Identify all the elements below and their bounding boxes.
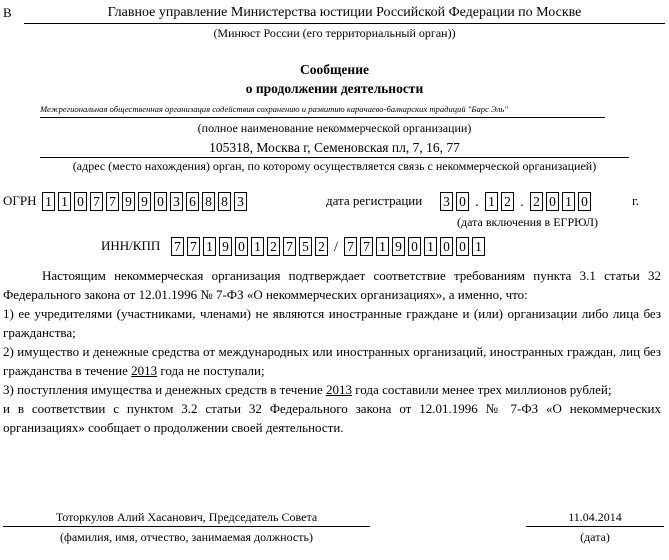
ogrn-digit-cell: 9: [122, 192, 135, 211]
inn-digit-cell: 2: [267, 237, 280, 256]
item-3-text-end: года составили менее трех миллионов рублей;: [352, 382, 612, 397]
ogrn-digit-cell: 0: [74, 192, 87, 211]
reg-month-cell: 1: [485, 192, 498, 211]
reg-date-caption: (дата включения в ЕГРЮЛ): [457, 215, 599, 229]
ogrn-digit-cell: 8: [218, 192, 231, 211]
item-2-year: 2013: [131, 363, 158, 378]
reg-day-cell: 3: [440, 192, 453, 211]
kpp-digit-cell: 0: [408, 237, 421, 256]
kpp-digit-cell: 1: [376, 237, 389, 256]
signature-date: 11.04.2014: [568, 510, 622, 524]
item-3-year: 2013: [326, 382, 353, 397]
authority-name: Главное управление Министерства юстиции Российской Федерации по Москве: [107, 5, 582, 20]
inn-digit-cell: 7: [171, 237, 184, 256]
ogrn-digit-cell: 7: [106, 192, 119, 211]
kpp-digit-cell: 0: [440, 237, 453, 256]
item-2-text-end: года не поступали;: [157, 363, 265, 378]
inn-digit-cell: 7: [187, 237, 200, 256]
inn-digit-cell: 9: [219, 237, 232, 256]
address-underline: [40, 157, 629, 158]
authority-underline: [24, 23, 665, 24]
reg-year-cell: 0: [578, 192, 591, 211]
inn-digit-cell: 5: [299, 237, 312, 256]
ogrn-digit-cell: 3: [170, 192, 183, 211]
address-caption: (адрес (место нахождения) орган, по которому осуществляется связь с некоммерческой организацией): [72, 159, 597, 173]
document-title: Сообщение: [300, 62, 369, 77]
kpp-digit-cell: 7: [344, 237, 357, 256]
signer-caption: (фамилия, имя, отчество, занимаемая должность): [60, 530, 313, 544]
ogrn-digit-cell: 1: [58, 192, 71, 211]
statement-body: [3, 266, 661, 437]
ogrn-digit-cell: 1: [42, 192, 55, 211]
date-separator: .: [520, 195, 524, 210]
ogrn-digit-cell: 7: [90, 192, 103, 211]
inn-kpp-separator: /: [334, 240, 338, 255]
ogrn-label: ОГРН: [3, 193, 37, 208]
inn-digit-cell: 7: [283, 237, 296, 256]
reg-year-cell: 1: [562, 192, 575, 211]
reg-date-cells: [440, 192, 594, 211]
kpp-digit-cell: 1: [424, 237, 437, 256]
reg-year-cell: 2: [530, 192, 543, 211]
inn-digit-cell: 0: [235, 237, 248, 256]
org-full-name: Межрегиональная общественная организация содействия сохранению и развитию карачаево-балкарских традиций "Барс Эль": [40, 104, 508, 114]
ogrn-digit-cell: 3: [234, 192, 247, 211]
org-name-underline: [40, 117, 605, 118]
year-suffix: г.: [632, 193, 640, 208]
org-address: 105318, Москва г, Семеновская пл, 7, 16, 77: [209, 140, 460, 155]
statement-item-1: 1) ее учредителями (участниками, членами) не являются иностранные граждане и (или) организации либо лица без гражданства;: [3, 306, 661, 340]
org-name-caption: (полное наименование некоммерческой организации): [197, 121, 472, 135]
reg-date-label: дата регистрации: [326, 193, 423, 208]
reg-day-cell: 0: [456, 192, 469, 211]
statement-item-4: и в соответствии с пунктом 3.2 статьи 32 Федерального закона от 12.01.1996 № 7-ФЗ «О некоммерческих организациях» сообщает о продолжении своей деятельности.: [3, 401, 661, 435]
statement-item-3: [3, 380, 661, 399]
date-separator: .: [475, 195, 479, 210]
ogrn-digit-cell: 6: [186, 192, 199, 211]
reg-year-cell: 0: [546, 192, 559, 211]
authority-caption: (Минюст России (его территориальный орган)): [213, 26, 456, 40]
date-underline: [526, 526, 664, 527]
ogrn-cells: [42, 192, 250, 211]
statement-intro: Настоящим некоммерческая организация подтверждает соответствие требованиям пункта 3.1 статьи 32 Федерального закона от 12.01.1996 № 7-ФЗ «О некоммерческих организациях», а именно, что:: [3, 268, 661, 302]
ogrn-digit-cell: 8: [202, 192, 215, 211]
prefix-letter: В: [3, 5, 12, 20]
date-caption: (дата): [580, 530, 610, 544]
item-3-text: 3) поступления имущества и денежных средств в течение: [3, 382, 327, 397]
signer-name: Тоторкулов Алий Хасанович, Председатель Совета: [55, 510, 318, 524]
statement-item-2: [3, 342, 661, 380]
inn-digit-cell: 1: [251, 237, 264, 256]
signer-underline: [3, 526, 370, 527]
kpp-digit-cell: 1: [472, 237, 485, 256]
item-2-text: 2) имущество и денежные средства от международных или иностранных организаций, иностранных граждан, лиц без гражданства в течение: [3, 344, 661, 378]
ogrn-digit-cell: 9: [138, 192, 151, 211]
document-subtitle: о продолжении деятельности: [245, 81, 424, 96]
kpp-digit-cell: 9: [392, 237, 405, 256]
inn-digit-cell: 2: [315, 237, 328, 256]
kpp-digit-cell: 7: [360, 237, 373, 256]
kpp-digit-cell: 0: [456, 237, 469, 256]
inn-kpp-label: ИНН/КПП: [101, 238, 161, 253]
inn-digit-cell: 1: [203, 237, 216, 256]
inn-kpp-cells: [171, 237, 488, 256]
reg-month-cell: 2: [501, 192, 514, 211]
ogrn-digit-cell: 0: [154, 192, 167, 211]
